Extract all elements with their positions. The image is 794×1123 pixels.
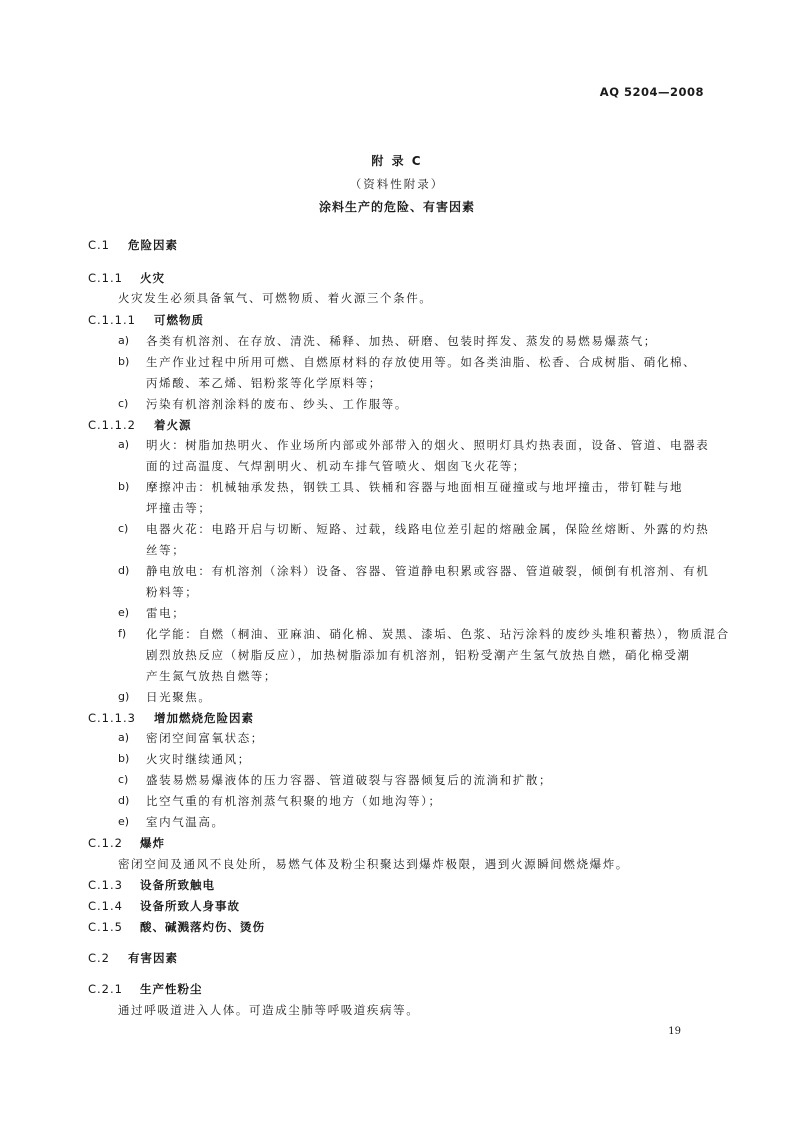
list-label: c) bbox=[118, 397, 129, 410]
list-label: a) bbox=[118, 438, 130, 451]
list-item-continuation: 坪撞击等； bbox=[146, 501, 212, 515]
heading-c1-3: C.1.3 设备所致触电 bbox=[88, 878, 215, 892]
list-item-continuation: 面的过高温度、气焊割明火、机动车排气管喷火、烟囱飞火花等； bbox=[146, 459, 526, 473]
list-label: e) bbox=[118, 606, 130, 619]
list-item: 室内气温高。 bbox=[146, 815, 225, 829]
list-item: 明火：树脂加热明火、作业场所内部或外部带入的烟火、照明灯具灼热表面，设备、管道、电器表 bbox=[146, 438, 710, 452]
list-item: 密闭空间富氧状态； bbox=[146, 731, 264, 745]
appendix-subtitle: （资料性附录） bbox=[349, 177, 445, 191]
list-label: a) bbox=[118, 731, 130, 744]
heading-c1: C.1 危险因素 bbox=[88, 238, 178, 252]
heading-c1-5: C.1.5 酸、碱溅落灼伤、烫伤 bbox=[88, 920, 265, 934]
list-item-continuation: 粉料等； bbox=[146, 585, 199, 599]
list-label: b) bbox=[118, 752, 130, 765]
list-item: 日光聚焦。 bbox=[146, 690, 212, 704]
heading-c1-1-1: C.1.1.1 可燃物质 bbox=[88, 313, 204, 327]
list-item: 各类有机溶剂、在存放、清洗、稀释、加热、研磨、包装时挥发、蒸发的易燃易爆蒸气； bbox=[146, 334, 657, 348]
list-label: g) bbox=[118, 690, 130, 703]
list-item-continuation: 丝等； bbox=[146, 543, 186, 557]
appendix-title: 附 录 C bbox=[371, 154, 423, 168]
list-label: b) bbox=[118, 355, 130, 368]
standard-number: AQ 5204—2008 bbox=[599, 85, 704, 99]
list-label: b) bbox=[118, 480, 130, 493]
list-item: 摩擦冲击：机械轴承发热，钢铁工具、铁桶和容器与地面相互碰撞或与地坪撞击，带钉鞋与地 bbox=[146, 480, 684, 494]
list-item-continuation: 剧烈放热反应（树脂反应），加热树脂添加有机溶剂，铝粉受潮产生氢气放热自燃，硝化棉受潮 bbox=[146, 648, 691, 662]
list-item: 化学能：自燃（桐油、亚麻油、硝化棉、炭黑、漆垢、色浆、玷污涂料的废纱头堆积蓄热），物质混合 bbox=[146, 627, 730, 641]
list-label: c) bbox=[118, 773, 129, 786]
list-item-continuation: 产生氮气放热自燃等； bbox=[146, 669, 277, 683]
list-label: a) bbox=[118, 334, 130, 347]
heading-c1-1-3: C.1.1.3 增加燃烧危险因素 bbox=[88, 711, 254, 725]
list-item: 生产作业过程中所用可燃、自燃原材料的存放使用等。如各类油脂、松香、合成树脂、硝化棉、 bbox=[146, 355, 697, 369]
paragraph-c1-2: 密闭空间及通风不良处所，易燃气体及粉尘积聚达到爆炸极限，遇到火源瞬间燃烧爆炸。 bbox=[118, 857, 629, 871]
list-label: d) bbox=[118, 794, 130, 807]
list-label: c) bbox=[118, 522, 129, 535]
list-item: 污染有机溶剂涂料的废布、纱头、工作服等。 bbox=[146, 397, 408, 411]
appendix-name: 涂料生产的危险、有害因素 bbox=[318, 200, 475, 214]
list-item: 盛装易燃易爆液体的压力容器、管道破裂与容器倾复后的流淌和扩散； bbox=[146, 773, 553, 787]
paragraph-c1-1: 火灾发生必须具备氧气、可燃物质、着火源三个条件。 bbox=[118, 291, 433, 305]
list-item: 静电放电：有机溶剂（涂料）设备、容器、管道静电积累或容器、管道破裂，倾倒有机溶剂、有机 bbox=[146, 564, 710, 578]
list-item: 雷电； bbox=[146, 606, 186, 620]
heading-c1-2: C.1.2 爆炸 bbox=[88, 836, 165, 850]
list-item: 火灾时继续通风； bbox=[146, 752, 251, 766]
list-item-continuation: 丙烯酸、苯乙烯、铝粉浆等化学原料等； bbox=[146, 376, 382, 390]
list-label: f) bbox=[118, 627, 127, 640]
list-item: 比空气重的有机溶剂蒸气积聚的地方（如地沟等）； bbox=[146, 794, 442, 808]
paragraph-c2-1: 通过呼吸道进入人体。可造成尘肺等呼吸道疾病等。 bbox=[118, 1003, 420, 1017]
heading-c1-4: C.1.4 设备所致人身事故 bbox=[88, 899, 240, 913]
heading-c2: C.2 有害因素 bbox=[88, 951, 178, 965]
heading-c1-1-2: C.1.1.2 着火源 bbox=[88, 418, 192, 432]
heading-c2-1: C.2.1 生产性粉尘 bbox=[88, 982, 203, 996]
list-label: d) bbox=[118, 564, 130, 577]
list-label: e) bbox=[118, 815, 130, 828]
heading-c1-1: C.1.1 火灾 bbox=[88, 271, 165, 285]
list-item: 电器火花：电路开启与切断、短路、过载，线路电位差引起的熔融金属，保险丝熔断、外露的灼热 bbox=[146, 522, 710, 536]
page-number: 19 bbox=[668, 1026, 681, 1037]
